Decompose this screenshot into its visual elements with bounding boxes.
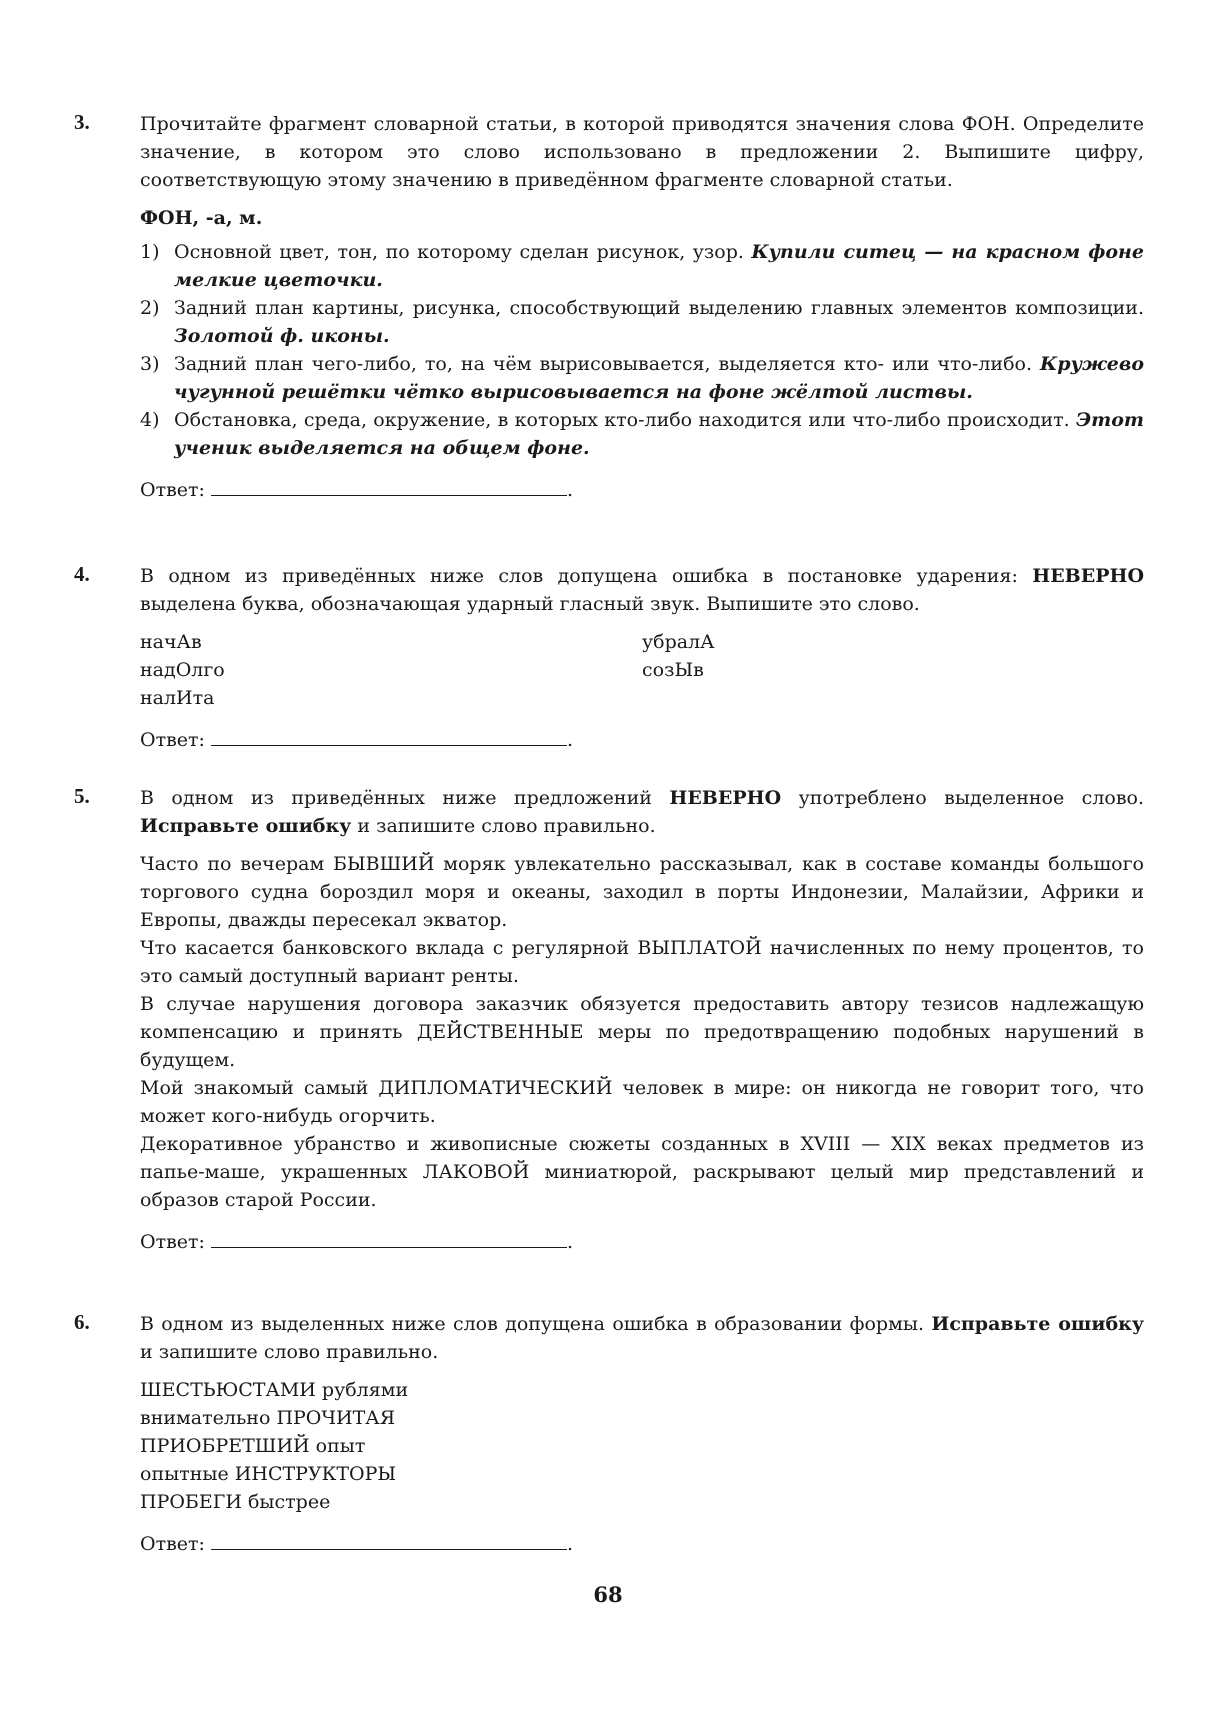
task-5 [74,784,1144,1256]
answer-field[interactable] [211,1531,567,1550]
task-6 [74,1310,1144,1558]
form-option: опытные ИНСТРУКТОРЫ [140,1463,397,1485]
word-option: надОлго [140,659,225,681]
form-option: ШЕСТЬЮСТАМИ рублями [140,1379,409,1401]
task-intro: Прочитайте фрагмент словарной статьи, в которой приводятся значения слова ФОН. Определите значение, в котором это слово использовано в предложении 2. Выпишите цифру, соответствующую этому значению в приведённом фрагменте словарной статьи. [140,113,1144,191]
definition-item: 4) Обстановка, среда, окружение, в которых кто-либо находится или что-либо происходит. Этот ученик выделяется на общем фоне. [140,409,1144,459]
answer-field[interactable] [211,477,567,496]
task-intro: В одном из приведённых ниже слов допущена ошибка в постановке ударения: НЕВЕРНО выделена буква, обозначающая ударный гласный звук. Выпишите это слово. [140,565,1145,615]
answer-row: Ответ: . [140,479,573,501]
form-option: ПРИОБРЕТШИЙ опыт [140,1435,366,1457]
headword: ФОН, -а, м. [140,207,263,229]
answer-row: Ответ: . [140,1533,573,1555]
task-number: 6. [74,1310,90,1334]
task-intro: В одном из выделенных ниже слов допущена ошибка в образовании формы. Исправьте ошибку и запишите слово правильно. [140,1313,1145,1363]
task-4 [74,562,1144,754]
answer-field[interactable] [211,1229,567,1248]
answer-label: Ответ: [140,729,205,751]
answer-row: Ответ: . [140,1231,573,1253]
task-number: 3. [74,110,90,134]
answer-label: Ответ: [140,479,205,501]
answer-label: Ответ: [140,1231,205,1253]
definition-item: 2) Задний план картины, рисунка, способствующий выделению главных элементов композиции. Золотой ф. иконы. [140,297,1144,347]
task-number: 5. [74,784,90,808]
page-number: 68 [593,1582,623,1607]
word-options [140,628,1144,712]
answer-row: Ответ: . [140,729,573,751]
word-option: начАв [140,631,202,653]
task-3 [74,110,1144,504]
definition-item: 1) Основной цвет, тон, по которому сделан рисунок, узор. Купили ситец — на красном фоне мелкие цветочки. [140,241,1144,291]
sentence: В случае нарушения договора заказчик обязуется предоставить автору тезисов надлежащую компенсацию и принять ДЕЙСТВЕННЫЕ меры по предотвращению подобных нарушений в будущем. [140,993,1144,1071]
word-option: налИта [140,687,215,709]
task-number: 4. [74,562,90,586]
sentence: Что касается банковского вклада с регулярной ВЫПЛАТОЙ начисленных по нему процентов, то это самый доступный вариант ренты. [140,937,1144,987]
definition-item: 3) Задний план чего-либо, то, на чём вырисовывается, выделяется кто- или что-либо. Кружево чугунной решётки чётко вырисовывается на фоне жёлтой листвы. [140,353,1144,403]
answer-label: Ответ: [140,1533,205,1555]
form-option: внимательно ПРОЧИТАЯ [140,1407,396,1429]
task-intro: В одном из приведённых ниже предложений НЕВЕРНО употреблено выделенное слово. Исправьте ошибку и запишите слово правильно. [140,787,1144,837]
word-option: убралА [642,631,715,653]
word-option: созЫв [642,659,704,681]
form-options [140,1376,1144,1516]
sentence: Декоративное убранство и живописные сюжеты созданных в XVIII — XIX веках предметов из папье-маше, украшенных ЛАКОВОЙ миниатюрой, раскрывают целый мир представлений и образов старой России. [140,1133,1144,1211]
sentence: Мой знакомый самый ДИПЛОМАТИЧЕСКИЙ человек в мире: он никогда не говорит того, что может кого-нибудь огорчить. [140,1077,1144,1127]
definition-list [140,238,1144,462]
answer-field[interactable] [211,727,567,746]
form-option: ПРОБЕГИ быстрее [140,1491,331,1513]
sentence: Часто по вечерам БЫВШИЙ моряк увлекательно рассказывал, как в составе команды большого торгового судна бороздил моря и океаны, заходил в порты Индонезии, Малайзии, Африки и Европы, дважды пересекал экватор. [140,853,1144,931]
